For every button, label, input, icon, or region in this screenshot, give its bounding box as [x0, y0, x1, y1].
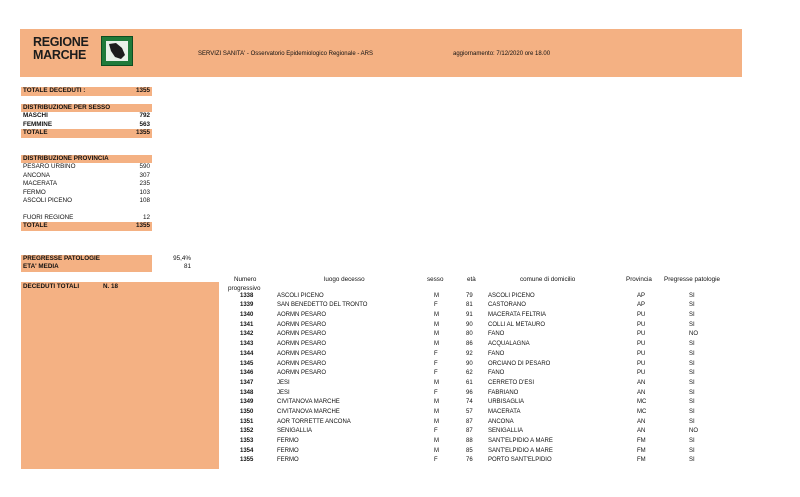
table-row — [222, 369, 742, 379]
patologie-label: PREGRESSE PATOLOGIE — [21, 255, 152, 263]
patologie-value: 95,4% — [173, 255, 191, 262]
cell-comune: MACERATA FELTRIA — [488, 312, 547, 319]
cell-luogo: FERMO — [277, 447, 299, 454]
table-row — [222, 350, 742, 360]
cell-numero: 1340 — [240, 312, 254, 319]
cell-eta: 61 — [466, 379, 473, 386]
cell-eta: 74 — [466, 399, 473, 406]
table-body — [222, 292, 742, 466]
cell-sesso: M — [434, 341, 439, 348]
cell-eta: 76 — [466, 457, 473, 464]
provincia-label: ASCOLI PICENO — [23, 196, 72, 204]
logo-line-1: REGIONE — [33, 35, 89, 49]
cell-comune: SENIGALLIA — [488, 428, 524, 435]
cell-eta: 88 — [466, 438, 473, 444]
provincia-label: FERMO — [23, 188, 46, 196]
table-row — [222, 340, 742, 350]
cell-eta: 90 — [466, 360, 473, 367]
deceduti-totali-count: N. 18 — [103, 283, 119, 290]
cell-sesso: F — [434, 350, 438, 357]
cell-provincia: FM — [637, 447, 646, 454]
cell-numero: 1342 — [240, 331, 254, 338]
cell-patologie: SI — [689, 457, 695, 464]
cell-luogo: FERMO — [277, 457, 299, 464]
cell-comune: URBISAGLIA — [488, 399, 525, 406]
header-numero: Numero — [234, 276, 257, 283]
cell-patologie: SI — [689, 321, 695, 328]
cell-eta: 87 — [466, 418, 473, 425]
table-row — [222, 427, 742, 437]
provincia-section — [21, 155, 152, 231]
cell-sesso: F — [434, 389, 438, 396]
region-map-icon — [101, 36, 133, 66]
deceased-table — [222, 275, 742, 466]
sesso-total-value: 1355 — [135, 129, 150, 137]
cell-eta: 85 — [466, 447, 473, 454]
header-provincia: Provincia — [626, 276, 652, 283]
cell-luogo: CIVITANOVA MARCHE — [277, 408, 340, 415]
cell-numero: 1346 — [240, 370, 254, 377]
cell-luogo: JESI — [277, 379, 290, 386]
provincia-label: PESARO URBINO — [23, 163, 76, 171]
cell-provincia: PU — [637, 350, 646, 357]
cell-comune: PORTO SANT'ELPIDIO — [488, 457, 552, 464]
cell-numero: 1354 — [240, 447, 254, 454]
cell-numero: 1350 — [240, 408, 254, 415]
cell-patologie: SI — [689, 379, 695, 386]
sesso-value: 792 — [139, 112, 150, 120]
cell-provincia: AN — [637, 389, 646, 396]
cell-provincia: AP — [637, 302, 646, 309]
totale-deceduti-label: TOTALE DECEDUTI : — [23, 87, 86, 94]
cell-eta: 62 — [466, 370, 473, 377]
cell-comune: CERRETO D'ESI — [488, 379, 535, 386]
cell-numero: 1349 — [240, 399, 254, 406]
cell-sesso: M — [434, 399, 439, 406]
cell-luogo: AORMN PESARO — [277, 331, 327, 338]
table-row — [222, 418, 742, 428]
table-row — [222, 311, 742, 321]
sesso-total-label: TOTALE — [23, 129, 48, 137]
provincia-value: 103 — [139, 188, 150, 196]
totale-deceduti-row — [21, 87, 152, 96]
sesso-section — [21, 104, 152, 138]
cell-sesso: M — [434, 312, 439, 319]
cell-comune: FABRIANO — [488, 389, 519, 396]
cell-comune: FANO — [488, 370, 505, 377]
provincia-value: 235 — [139, 180, 150, 188]
cell-luogo: FERMO — [277, 438, 299, 444]
cell-numero: 1341 — [240, 321, 254, 328]
cell-comune: FANO — [488, 350, 505, 357]
provincia-value: 590 — [139, 163, 150, 171]
cell-luogo: SENIGALLIA — [277, 428, 313, 435]
sesso-label: FEMMINE — [23, 120, 53, 128]
cell-comune: ACQUALAGNA — [488, 341, 530, 348]
cell-provincia: MC — [637, 408, 647, 415]
cell-provincia: PU — [637, 341, 646, 348]
cell-comune: MACERATA — [488, 408, 521, 415]
table-row — [222, 330, 742, 340]
cell-sesso: F — [434, 457, 438, 464]
cell-eta: 96 — [466, 389, 473, 396]
cell-eta: 79 — [466, 292, 473, 299]
cell-patologie: SI — [689, 447, 695, 454]
cell-provincia: FM — [637, 457, 646, 464]
cell-sesso: M — [434, 331, 439, 338]
cell-comune: ANCONA — [488, 418, 514, 425]
service-title: SERVIZI SANITA' - Osservatorio Epidemiologico Regionale - ARS — [198, 51, 373, 57]
cell-eta: 80 — [466, 331, 473, 338]
cell-luogo: CIVITANOVA MARCHE — [277, 399, 340, 406]
cell-patologie: SI — [689, 438, 695, 444]
cell-sesso: M — [434, 447, 439, 454]
cell-sesso: F — [434, 370, 438, 377]
cell-sesso: M — [434, 408, 439, 415]
provincia-label: ANCONA — [23, 171, 50, 179]
cell-patologie: SI — [689, 312, 695, 319]
cell-comune: SANT'ELPIDIO A MARE — [488, 447, 553, 454]
table-row — [222, 389, 742, 399]
cell-provincia: MC — [637, 399, 647, 406]
cell-sesso: M — [434, 418, 439, 425]
sesso-label: MASCHI — [23, 112, 48, 120]
fuori-regione-label: FUORI REGIONE — [23, 213, 74, 221]
cell-patologie: NO — [689, 331, 698, 338]
cell-numero: 1344 — [240, 350, 254, 357]
provincia-label: MACERATA — [23, 180, 58, 188]
cell-sesso: M — [434, 379, 439, 386]
cell-patologie: SI — [689, 418, 695, 425]
header-eta: età — [467, 276, 476, 283]
patologie-section — [21, 255, 193, 272]
table-row — [222, 447, 742, 457]
provincia-total-label: TOTALE — [23, 222, 48, 230]
cell-eta: 87 — [466, 428, 473, 435]
cell-numero: 1345 — [240, 360, 254, 367]
cell-luogo: AORMN PESARO — [277, 321, 327, 328]
deceduti-totali-label: DECEDUTI TOTALI — [23, 283, 80, 290]
cell-provincia: PU — [637, 370, 646, 377]
cell-comune: COLLI AL METAURO — [488, 321, 546, 328]
provincia-title: DISTRIBUZIONE PROVINCIA — [23, 155, 109, 162]
update-timestamp: aggiornamento: 7/12/2020 ore 18.00 — [453, 51, 551, 57]
cell-luogo: JESI — [277, 389, 290, 396]
cell-luogo: AORMN PESARO — [277, 312, 327, 319]
cell-comune: SANT'ELPIDIO A MARE — [488, 438, 553, 444]
table-row — [222, 301, 742, 311]
table-row — [222, 456, 742, 466]
cell-comune: CASTORANO — [488, 302, 526, 309]
cell-patologie: SI — [689, 360, 695, 367]
provincia-value: 108 — [139, 196, 150, 204]
table-row — [222, 398, 742, 408]
cell-patologie: SI — [689, 292, 695, 299]
cell-provincia: AP — [637, 292, 646, 299]
cell-comune: ASCOLI PICENO — [488, 292, 535, 299]
eta-media-value: 81 — [183, 263, 191, 271]
cell-numero: 1355 — [240, 457, 254, 464]
cell-provincia: FM — [637, 438, 646, 444]
cell-luogo: ASCOLI PICENO — [277, 292, 324, 299]
cell-patologie: SI — [689, 399, 695, 406]
cell-luogo: AORMN PESARO — [277, 360, 327, 367]
cell-provincia: AN — [637, 379, 646, 386]
table-row — [222, 321, 742, 331]
provincia-value: 307 — [139, 171, 150, 179]
cell-eta: 90 — [466, 321, 473, 328]
logo-line-2: MARCHE — [33, 48, 87, 62]
cell-comune: ORCIANO DI PESARO — [488, 360, 551, 367]
header-progressivo: progressivo — [228, 284, 261, 292]
cell-numero: 1353 — [240, 438, 254, 444]
cell-luogo: AORMN PESARO — [277, 370, 327, 377]
table-row — [222, 379, 742, 389]
eta-media-label: ETA' MEDIA — [21, 263, 152, 271]
table-row — [222, 292, 742, 302]
deceduti-totali-box — [21, 282, 219, 469]
cell-provincia: PU — [637, 312, 646, 319]
header-patologie: Pregresse patologie — [664, 276, 721, 283]
cell-luogo: AORMN PESARO — [277, 341, 327, 348]
cell-sesso: M — [434, 292, 439, 299]
cell-luogo: AOR TORRETTE ANCONA — [277, 418, 351, 425]
cell-luogo: AORMN PESARO — [277, 350, 327, 357]
cell-numero: 1343 — [240, 341, 254, 348]
sesso-value: 563 — [139, 120, 150, 128]
cell-patologie: SI — [689, 389, 695, 396]
cell-sesso: M — [434, 321, 439, 328]
cell-eta: 86 — [466, 341, 473, 348]
cell-numero: 1351 — [240, 418, 254, 425]
cell-numero: 1348 — [240, 389, 254, 396]
cell-eta: 91 — [466, 312, 473, 319]
table-row — [222, 408, 742, 418]
cell-patologie: SI — [689, 408, 695, 415]
cell-numero: 1347 — [240, 379, 254, 386]
cell-patologie: SI — [689, 302, 695, 309]
provincia-total-value: 1355 — [135, 222, 150, 230]
cell-sesso: F — [434, 302, 438, 309]
totale-deceduti-value: 1355 — [135, 87, 150, 94]
cell-sesso: F — [434, 428, 438, 435]
cell-sesso: M — [434, 438, 439, 444]
cell-numero: 1339 — [240, 302, 254, 309]
cell-patologie: SI — [689, 370, 695, 377]
sesso-title: DISTRIBUZIONE PER SESSO — [23, 104, 111, 111]
cell-eta: 81 — [466, 302, 473, 309]
header-sesso: sesso — [427, 276, 444, 283]
cell-comune: FANO — [488, 331, 505, 338]
regione-marche-logo — [33, 36, 133, 70]
header-comune: comune di domicilio — [520, 276, 576, 283]
cell-provincia: PU — [637, 360, 646, 367]
cell-patologie: NO — [689, 428, 698, 435]
cell-provincia: PU — [637, 331, 646, 338]
header-luogo: luogo decesso — [324, 276, 365, 283]
cell-eta: 92 — [466, 350, 473, 357]
table-row — [222, 437, 742, 447]
cell-patologie: SI — [689, 341, 695, 348]
cell-numero: 1338 — [240, 292, 254, 299]
table-row — [222, 360, 742, 370]
cell-sesso: F — [434, 360, 438, 367]
fuori-regione-value: 12 — [142, 213, 150, 221]
cell-provincia: AN — [637, 418, 646, 425]
cell-provincia: PU — [637, 321, 646, 328]
cell-eta: 57 — [466, 408, 473, 415]
cell-luogo: SAN BENEDETTO DEL TRONTO — [277, 302, 368, 309]
cell-patologie: SI — [689, 350, 695, 357]
cell-provincia: AN — [637, 428, 646, 435]
cell-numero: 1352 — [240, 428, 254, 435]
